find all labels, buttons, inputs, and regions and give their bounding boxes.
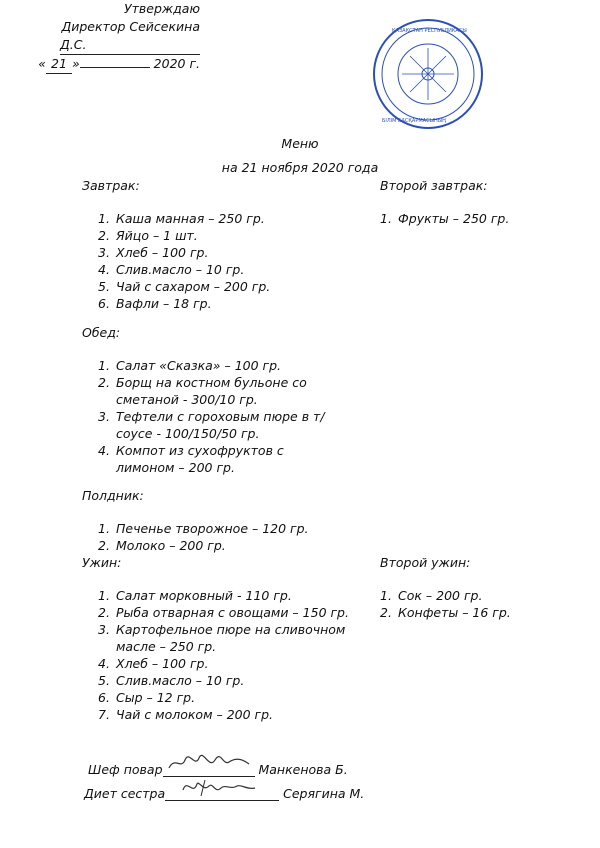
list-item: 2. Рыба отварная с овощами – 150 гр. xyxy=(98,605,349,620)
nurse-signature xyxy=(165,784,279,801)
dinner-heading: Ужин: xyxy=(82,555,122,570)
list-item: 3. Тефтели с гороховым пюре в т/соусе - 100/150/50 гр. xyxy=(98,409,325,441)
dinner-section xyxy=(82,555,372,723)
approval-position: Директор Сейсекина xyxy=(61,19,200,34)
lunch-section xyxy=(82,325,362,476)
breakfast-section xyxy=(82,178,362,312)
snack-heading: Полдник: xyxy=(82,488,144,503)
second-dinner-heading: Второй ужин: xyxy=(380,555,471,570)
list-item: 2. Борщ на костном бульоне со сметаной - 300/10 гр. xyxy=(98,375,307,407)
list-item: 1. Салат морковный - 110 гр. xyxy=(98,588,292,603)
nurse-signature-row xyxy=(84,784,364,801)
approval-block xyxy=(0,0,200,74)
list-item: 3. Хлеб – 100 гр. xyxy=(98,245,209,260)
list-item: 2. Конфеты – 16 гр. xyxy=(380,605,511,620)
list-item: 1. Каша манная – 250 гр. xyxy=(98,211,265,226)
snack-section xyxy=(82,488,362,554)
chef-signature-row xyxy=(88,760,348,777)
list-item: 7. Чай с молоком – 200 гр. xyxy=(98,707,274,722)
list-item: 1. Сок – 200 гр. xyxy=(380,588,483,603)
list-item: 4. Слив.масло – 10 гр. xyxy=(98,262,245,277)
menu-date: на 21 ноября 2020 года xyxy=(221,160,379,175)
list-item: 1. Салат «Сказка» – 100 гр. xyxy=(98,358,282,373)
lunch-heading: Обед: xyxy=(82,325,121,340)
nurse-name: Серягина М. xyxy=(283,786,365,801)
chef-name: Манкенова Б. xyxy=(258,762,348,777)
chef-signature xyxy=(163,760,255,777)
list-item: 1. Печенье творожное – 120 гр. xyxy=(98,521,309,536)
list-item: 5. Чай с сахаром – 200 гр. xyxy=(98,279,271,294)
list-item: 1. Фрукты – 250 гр. xyxy=(380,211,510,226)
approval-date: « 21 » 2020 г. xyxy=(0,55,200,74)
second-dinner-section xyxy=(380,555,590,621)
list-item: 4. Компот из сухофруктов с лимоном – 200 гр. xyxy=(98,443,284,475)
list-item: 6. Сыр – 12 гр. xyxy=(98,690,196,705)
nurse-label: Диет сестра xyxy=(84,786,166,801)
list-item: 3. Картофельное пюре на сливочном масле – 250 гр. xyxy=(98,622,346,654)
approval-title: Утверждаю xyxy=(124,1,200,16)
list-item: 2. Молоко – 200 гр. xyxy=(98,538,226,553)
menu-title: Меню xyxy=(281,136,319,151)
list-item: 4. Хлеб – 100 гр. xyxy=(98,656,209,671)
svg-text:БІЛІМ БАСҚАРМАСЫНЫҢ: БІЛІМ БАСҚАРМАСЫНЫҢ xyxy=(382,118,446,124)
second-breakfast-section xyxy=(380,178,590,227)
list-item: 6. Вафли – 18 гр. xyxy=(98,296,212,311)
list-item: 5. Слив.масло – 10 гр. xyxy=(98,673,245,688)
approval-initials: Д.С. xyxy=(0,36,200,55)
list-item: 2. Яйцо – 1 шт. xyxy=(98,228,198,243)
official-stamp xyxy=(372,18,484,130)
svg-text:ҚАЗАҚСТАН РЕСПУБЛИКАСЫ: ҚАЗАҚСТАН РЕСПУБЛИКАСЫ xyxy=(392,28,467,34)
second-breakfast-heading: Второй завтрак: xyxy=(380,178,488,193)
breakfast-heading: Завтрак: xyxy=(82,178,140,193)
chef-label: Шеф повар xyxy=(88,762,163,777)
